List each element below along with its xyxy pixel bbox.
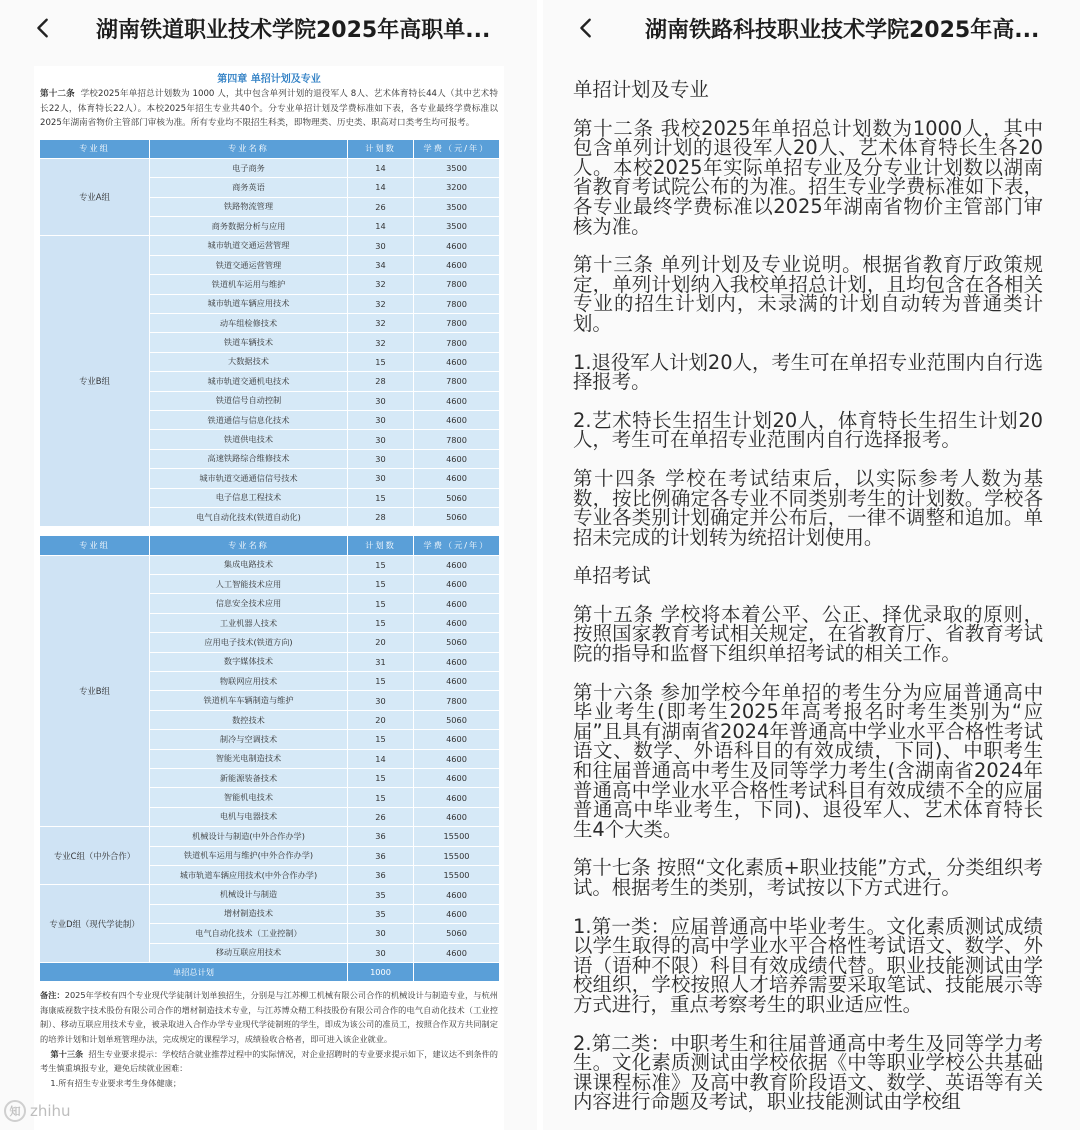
tuition-cell: 4600 [414, 749, 500, 768]
article-paragraph: 第十四条 学校在考试结束后，以实际参考人数为基数，按比例确定各专业不同类别考生的计划数。学校各专业各类别计划确定并公布后，一律不调整和追加。单招未完成的计划转为统招计划使用。 [573, 466, 1043, 549]
page-title-left: 湖南铁道职业技术学院2025年高职单... [96, 17, 491, 43]
left-topbar [0, 0, 537, 56]
watermark-text: zhihu [30, 1102, 71, 1120]
enrollment-table-2 [39, 535, 500, 982]
article-text: 招生专业要求提示：学校结合就业推荐过程中的实际情况，对企业招聘时的专业要求提示如下，建议达不到条件的考生慎重填报专业，避免后续就业困难： [40, 1048, 498, 1074]
plan-count-cell: 30 [348, 691, 414, 710]
plan-count-cell: 20 [348, 633, 414, 652]
tuition-cell: 5060 [414, 507, 500, 526]
major-name-cell: 商务英语 [150, 178, 348, 197]
major-name-cell: 数字媒体技术 [150, 652, 348, 671]
major-name-cell: 动车组检修技术 [150, 314, 348, 333]
article-paragraph: 单招计划及专业 [573, 78, 709, 101]
plan-count-cell: 15 [348, 613, 414, 632]
plan-count-cell: 30 [348, 236, 414, 255]
tuition-cell: 15500 [414, 865, 500, 884]
total-row [40, 962, 500, 981]
plan-count-cell: 30 [348, 924, 414, 943]
plan-count-cell: 30 [348, 469, 414, 488]
article-text: 学校2025年单招总计划数为 1000 人，其中包含单列计划的退役军人 8人、艺术体育特长44人（其中艺术特长22人，体育特长22人）。本校2025年招生专业共40个。分专业单招计划及学费标准如下表，各专业最终学费标准以2025年湖南省物价主管部门审核为准。所有专业均不限招生科类，即物理类、历史类、职高对口类考生均可报考。 [40, 89, 498, 128]
tuition-cell: 4600 [414, 943, 500, 962]
tuition-cell: 4600 [414, 904, 500, 923]
plan-count-cell: 14 [348, 158, 414, 177]
zhihu-logo-icon: 知 [4, 1100, 26, 1122]
article-13 [34, 1047, 504, 1076]
plan-count-cell: 31 [348, 652, 414, 671]
plan-count-cell: 20 [348, 710, 414, 729]
plan-count-cell: 36 [348, 827, 414, 846]
tuition-cell: 4600 [414, 613, 500, 632]
tuition-cell: 5060 [414, 633, 500, 652]
tuition-cell: 7800 [414, 372, 500, 391]
major-name-cell: 制冷与空调技术 [150, 730, 348, 749]
item-text: 1.所有招生专业要求考生身体健康； [50, 1077, 182, 1088]
major-name-cell: 铁道信号自动控制 [150, 391, 348, 410]
plan-count-cell: 36 [348, 865, 414, 884]
plan-count-cell: 14 [348, 178, 414, 197]
right-topbar [543, 0, 1080, 56]
major-name-cell: 城市轨道交通机电技术 [150, 372, 348, 391]
document-image [34, 66, 504, 1130]
article-paragraph: 1.第一类：应届普通高中毕业考生。文化素质测试成绩以学生取得的高中学业水平合格性考试语文、数学、外语（语种不限）科目有效成绩代替。职业技能测试由学校组织，学校按照人才培养需要采取笔试、技能展示等方式进行，重点考察考生的职业适应性。 [573, 914, 1043, 1016]
total-value: 1000 [348, 962, 414, 981]
major-name-cell: 铁道供电技术 [150, 430, 348, 449]
tuition-cell: 7800 [414, 333, 500, 352]
watermark [4, 1100, 71, 1122]
article-13-item [34, 1076, 504, 1091]
column-header: 学费（元/年） [414, 139, 500, 158]
plan-count-cell: 30 [348, 449, 414, 468]
major-name-cell: 商务数据分析与应用 [150, 217, 348, 236]
plan-count-cell: 15 [348, 352, 414, 371]
group-cell: 专业A组 [40, 158, 150, 236]
article-paragraph: 2.艺术特长生招生计划20人，体育特长生招生计划20人，考生可在单招专业范围内自行选择报考。 [573, 408, 1043, 452]
total-label: 单招总计划 [40, 962, 348, 981]
table-row [40, 158, 500, 177]
plan-count-cell: 35 [348, 904, 414, 923]
enrollment-table-1 [39, 139, 500, 528]
tuition-cell: 3500 [414, 197, 500, 216]
column-header: 专业组 [40, 536, 150, 555]
column-header: 专业名称 [150, 139, 348, 158]
tuition-cell: 4600 [414, 807, 500, 826]
plan-count-cell: 32 [348, 275, 414, 294]
plan-count-cell: 14 [348, 749, 414, 768]
tuition-cell: 4600 [414, 255, 500, 274]
major-name-cell: 应用电子技术(铁道方向) [150, 633, 348, 652]
plan-count-cell: 15 [348, 730, 414, 749]
tuition-cell: 4600 [414, 555, 500, 574]
major-name-cell: 智能机电技术 [150, 788, 348, 807]
left-pane [0, 0, 537, 1130]
group-cell: 专业D组（现代学徒制） [40, 885, 150, 963]
plan-count-cell: 32 [348, 294, 414, 313]
tuition-cell: 4600 [414, 236, 500, 255]
remark [34, 982, 504, 1046]
column-header: 计划数 [348, 139, 414, 158]
tuition-cell: 3500 [414, 158, 500, 177]
major-name-cell: 铁道交通运营管理 [150, 255, 348, 274]
major-name-cell: 信息安全技术应用 [150, 594, 348, 613]
group-cell: 专业C组（中外合作） [40, 827, 150, 885]
major-name-cell: 电子商务 [150, 158, 348, 177]
article-paragraph: 2.第二类：中职考生和往届普通高中考生及同等学力考生。文化素质测试由学校依据《中等职业学校公共基础课课程标准》及高中教育阶段语文、数学、英语等有关内容进行命题及考试，职业技能测试由学校组 [573, 1031, 1043, 1114]
plan-count-cell: 26 [348, 807, 414, 826]
plan-count-cell: 32 [348, 333, 414, 352]
major-name-cell: 智能光电制造技术 [150, 749, 348, 768]
article-body [573, 80, 1043, 1130]
tuition-cell: 4600 [414, 730, 500, 749]
plan-count-cell: 15 [348, 769, 414, 788]
plan-count-cell: 30 [348, 391, 414, 410]
article-12 [34, 85, 504, 131]
tuition-cell: 7800 [414, 314, 500, 333]
chevron-left-icon [575, 17, 597, 39]
plan-count-cell: 15 [348, 788, 414, 807]
major-name-cell: 新能源装备技术 [150, 769, 348, 788]
major-name-cell: 铁道机车运用与维护(中外合作办学) [150, 846, 348, 865]
plan-count-cell: 15 [348, 575, 414, 594]
table-row [40, 827, 500, 846]
tuition-cell: 4600 [414, 769, 500, 788]
tuition-cell: 3200 [414, 178, 500, 197]
tuition-cell: 3500 [414, 217, 500, 236]
major-name-cell: 铁道机车运用与维护 [150, 275, 348, 294]
article-label: 第十二条 [40, 89, 75, 99]
plan-count-cell: 15 [348, 555, 414, 574]
table-row [40, 885, 500, 904]
major-name-cell: 铁道车辆技术 [150, 333, 348, 352]
article-label: 第十三条 [50, 1048, 84, 1059]
major-name-cell: 城市轨道车辆应用技术(中外合作办学) [150, 865, 348, 884]
article-paragraph: 第十六条 参加学校今年单招的考生分为应届普通高中毕业考生(即考生2025年高考报名时考生类别为“应届”且具有湖南省2024年普通高中学业水平合格性考试语文、数学、外语科目的有效成绩，下同)、中职考生和往届普通高中考生及同等学力考生(含湖南省2024年普通高中学业水平合格性考试科目有效成绩不全的应届普通高中毕业考生，下同)、退役军人、艺术体育特长生4个大类。 [573, 680, 1043, 841]
plan-count-cell: 35 [348, 885, 414, 904]
right-pane [543, 0, 1080, 1130]
article-paragraph: 第十五条 学校将本着公平、公正、择优录取的原则，按照国家教育考试相关规定，在省教育厅、省教育考试院的指导和监督下组织单招考试的相关工作。 [573, 602, 1043, 666]
table-row [40, 236, 500, 255]
article-paragraph: 1.退役军人计划20人，考生可在单招专业范围内自行选择报考。 [573, 350, 1043, 394]
tuition-cell: 5060 [414, 710, 500, 729]
plan-count-cell: 28 [348, 372, 414, 391]
major-name-cell: 机械设计与制造 [150, 885, 348, 904]
column-header: 学费（元/年） [414, 536, 500, 555]
tuition-cell: 15500 [414, 827, 500, 846]
major-name-cell: 大数据技术 [150, 352, 348, 371]
column-header: 计划数 [348, 536, 414, 555]
major-name-cell: 机械设计与制造(中外合作办学) [150, 827, 348, 846]
tuition-cell: 7800 [414, 430, 500, 449]
plan-count-cell: 14 [348, 217, 414, 236]
plan-count-cell: 15 [348, 594, 414, 613]
tuition-cell: 4600 [414, 449, 500, 468]
major-name-cell: 高速铁路综合维修技术 [150, 449, 348, 468]
tuition-cell: 4600 [414, 788, 500, 807]
plan-count-cell: 28 [348, 507, 414, 526]
tuition-cell: 4600 [414, 469, 500, 488]
back-button-right[interactable] [573, 15, 599, 41]
page-title-right: 湖南铁路科技职业技术学院2025年高... [645, 17, 1040, 43]
major-name-cell: 铁道机车车辆制造与维护 [150, 691, 348, 710]
plan-count-cell: 32 [348, 314, 414, 333]
plan-count-cell: 26 [348, 197, 414, 216]
tuition-cell: 4600 [414, 352, 500, 371]
group-cell: 专业B组 [40, 555, 150, 826]
tuition-cell: 7800 [414, 275, 500, 294]
article-paragraph: 第十二条 我校2025年单招总计划数为1000人，其中包含单列计划的退役军人20人、艺术体育特长生各20人。本校2025年实际单招专业及分专业计划数以湖南省教育考试院公布的为准。招生专业学费标准如下表，各专业最终学费标准以2025年湖南省物价主管部门审核为准。 [573, 116, 1043, 238]
major-name-cell: 城市轨道交通通信信号技术 [150, 469, 348, 488]
remark-label: 备注： [40, 990, 65, 1001]
column-header: 专业组 [40, 139, 150, 158]
major-name-cell: 电气自动化技术（工业控制） [150, 924, 348, 943]
group-cell: 专业B组 [40, 236, 150, 527]
plan-count-cell: 30 [348, 410, 414, 429]
major-name-cell: 城市轨道交通运营管理 [150, 236, 348, 255]
tuition-cell: 15500 [414, 846, 500, 865]
tuition-cell: 7800 [414, 294, 500, 313]
tuition-cell: 4600 [414, 672, 500, 691]
major-name-cell: 铁道通信与信息化技术 [150, 410, 348, 429]
tuition-cell: 4600 [414, 594, 500, 613]
tuition-cell: 4600 [414, 575, 500, 594]
column-header: 专业名称 [150, 536, 348, 555]
major-name-cell: 集成电路技术 [150, 555, 348, 574]
tuition-cell: 5060 [414, 488, 500, 507]
major-name-cell: 工业机器人技术 [150, 613, 348, 632]
plan-count-cell: 15 [348, 488, 414, 507]
tuition-cell: 4600 [414, 652, 500, 671]
article-paragraph: 第十三条 单列计划及专业说明。根据省教育厅政策规定，单列计划纳入我校单招总计划，且均包含在各相关专业的招生计划内，未录满的计划自动转为普通类计划。 [573, 253, 1043, 335]
major-name-cell: 电子信息工程技术 [150, 488, 348, 507]
plan-count-cell: 15 [348, 672, 414, 691]
plan-count-cell: 34 [348, 255, 414, 274]
major-name-cell: 铁路物流管理 [150, 197, 348, 216]
article-paragraph: 单招考试 [573, 564, 651, 588]
plan-count-cell: 30 [348, 943, 414, 962]
article-paragraph: 第十七条 按照“文化素质+职业技能”方式，分类组织考试。根据考生的类别，考试按以下方式进行。 [573, 856, 1043, 899]
table-row [40, 555, 500, 574]
tuition-cell: 7800 [414, 691, 500, 710]
major-name-cell: 人工智能技术应用 [150, 575, 348, 594]
chevron-left-icon [32, 17, 54, 39]
plan-count-cell: 30 [348, 430, 414, 449]
tuition-cell: 5060 [414, 924, 500, 943]
tuition-cell: 4600 [414, 410, 500, 429]
major-name-cell: 城市轨道车辆应用技术 [150, 294, 348, 313]
major-name-cell: 电气自动化技术(铁道自动化) [150, 507, 348, 526]
back-button-left[interactable] [30, 15, 56, 41]
major-name-cell: 物联网应用技术 [150, 672, 348, 691]
tuition-cell: 4600 [414, 885, 500, 904]
major-name-cell: 数控技术 [150, 710, 348, 729]
major-name-cell: 移动互联应用技术 [150, 943, 348, 962]
tuition-cell: 4600 [414, 391, 500, 410]
remark-text: 2025年学校有四个专业现代学徒制计划单独招生，分别是与江苏柳工机械有限公司合作的机械设计与制造专业，与杭州海康威视数字技术股份有限公司合作的增材制造技术专业，与江苏博众精工科技股份有限公司合作的电气自动化技术（工业控制）、移动互联应用技术专业，被录取进入合作办学专业现代学徒制班的学生，即成为该公司的准员工，按照合作双方共同制定的培养计划和计划单班管理办法，完成规定的课程学习，成绩验收合格者，即可进入该企业就业。 [40, 990, 498, 1045]
major-name-cell: 电机与电器技术 [150, 807, 348, 826]
chapter-heading: 第四章 单招计划及专业 [217, 74, 321, 85]
plan-count-cell: 36 [348, 846, 414, 865]
major-name-cell: 增材制造技术 [150, 904, 348, 923]
